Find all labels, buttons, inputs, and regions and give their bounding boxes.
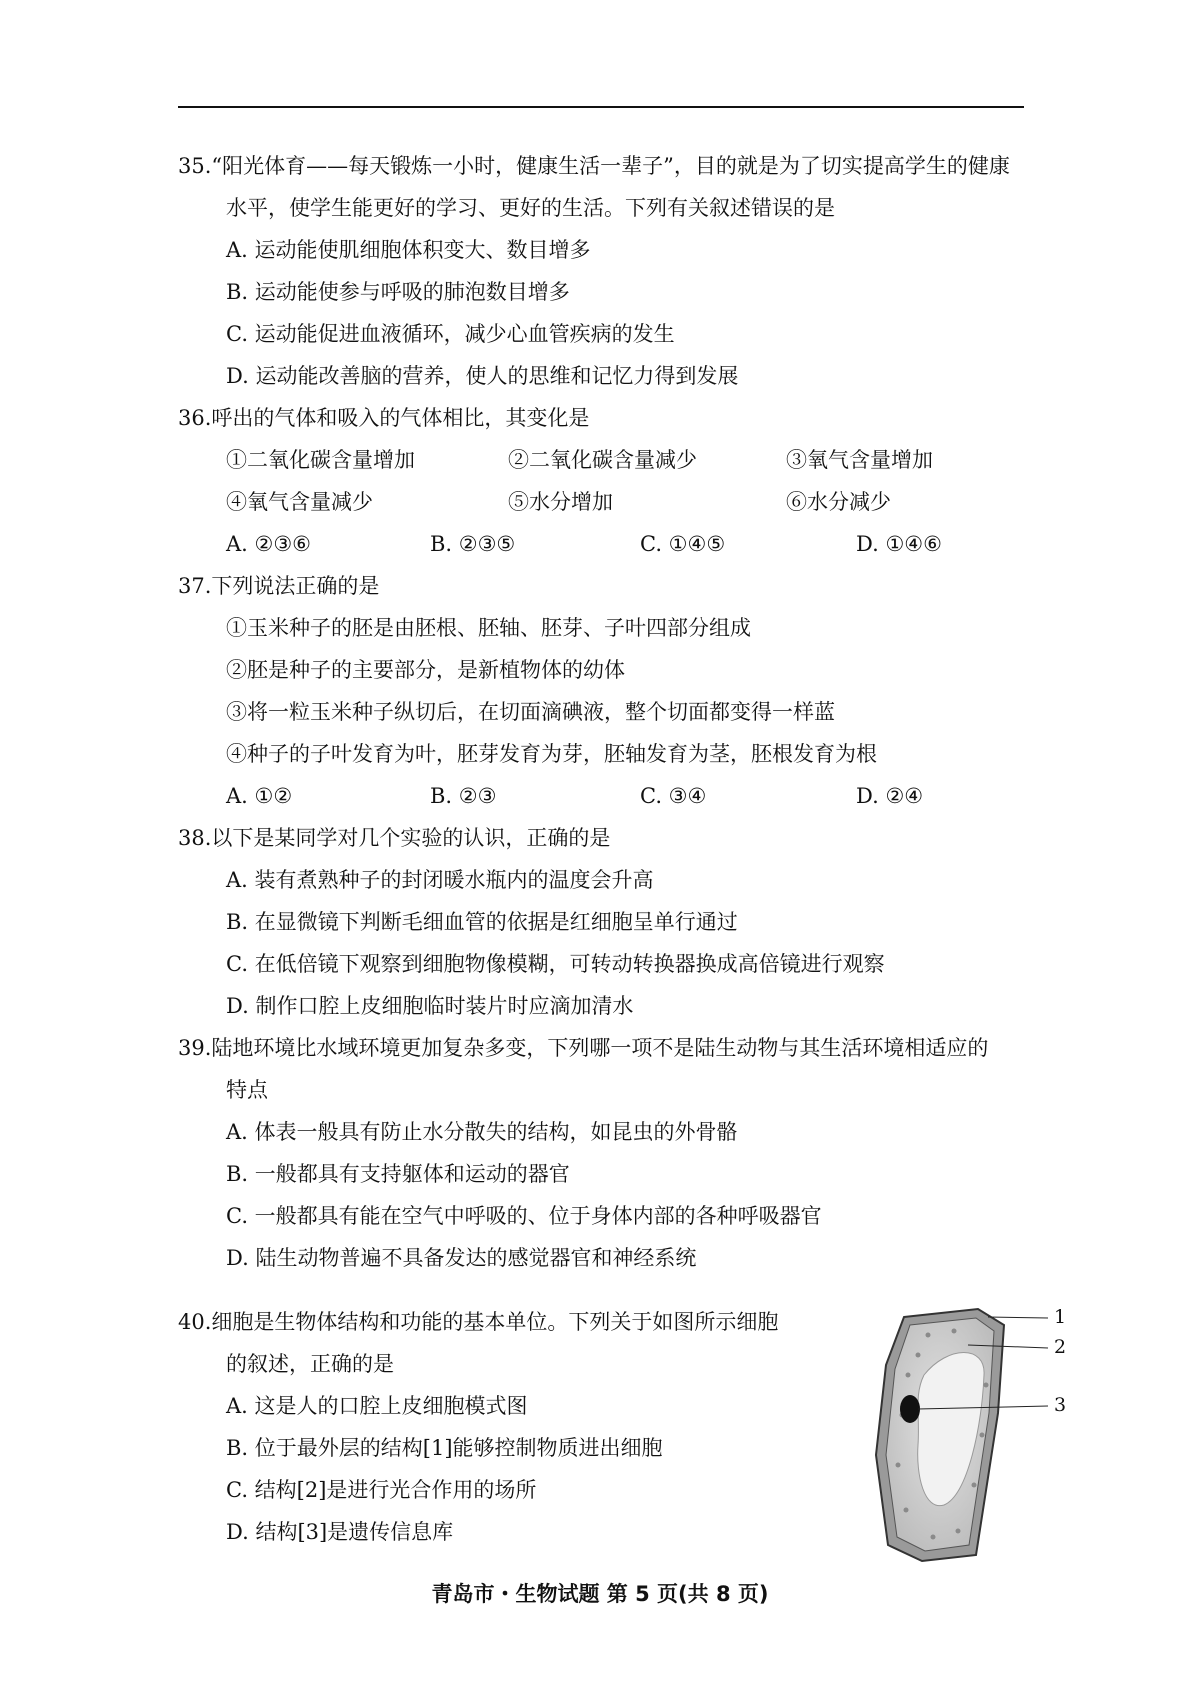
header-rule [178,106,1024,108]
q36-item-1: ①二氧化碳含量增加 [226,448,415,472]
q39-option-a: A. 体表一般具有防止水分散失的结构，如昆虫的外骨骼 [226,1120,738,1144]
q38-option-c: C. 在低倍镜下观察到细胞物像模糊，可转动转换器换成高倍镜进行观察 [226,952,885,976]
q35-option-d: D. 运动能改善脑的营养，使人的思维和记忆力得到发展 [226,364,739,388]
q38-option-b: B. 在显微镜下判断毛细血管的依据是红细胞呈单行通过 [226,910,738,934]
q38-option-a: A. 装有煮熟种子的封闭暖水瓶内的温度会升高 [226,868,654,892]
q37-option-b: B. ②③ [430,784,497,808]
q38-option-d: D. 制作口腔上皮细胞临时装片时应滴加清水 [226,994,634,1018]
figure-label-1: 1 [1054,1306,1067,1328]
q36-item-4: ④氧气含量减少 [226,490,373,514]
q37-stem: 37.下列说法正确的是 [178,574,380,598]
plant-cell-diagram [858,1305,1078,1565]
q36-item-3: ③氧气含量增加 [786,448,933,472]
q36-stem: 36.呼出的气体和吸入的气体相比，其变化是 [178,406,590,430]
nucleus [900,1395,920,1423]
q35-option-a: A. 运动能使肌细胞体积变大、数目增多 [226,238,591,262]
figure-label-2: 2 [1054,1336,1067,1358]
q37-item-1: ①玉米种子的胚是由胚根、胚轴、胚芽、子叶四部分组成 [226,616,751,640]
q37-item-4: ④种子的子叶发育为叶，胚芽发育为芽，胚轴发育为茎，胚根发育为根 [226,742,877,766]
q40-option-c: C. 结构[2]是进行光合作用的场所 [226,1478,537,1502]
q40-option-d: D. 结构[3]是遗传信息库 [226,1520,454,1544]
q40-option-b: B. 位于最外层的结构[1]能够控制物质进出细胞 [226,1436,663,1460]
q37-item-3: ③将一粒玉米种子纵切后，在切面滴碘液，整个切面都变得一样蓝 [226,700,835,724]
q35-option-b: B. 运动能使参与呼吸的肺泡数目增多 [226,280,570,304]
plant-cell-figure [858,1305,1078,1565]
q37-option-c: C. ③④ [640,784,707,808]
q40-stem-line2: 的叙述，正确的是 [226,1352,394,1376]
q35-option-c: C. 运动能促进血液循环，减少心血管疾病的发生 [226,322,675,346]
q40-option-a: A. 这是人的口腔上皮细胞模式图 [226,1394,528,1418]
q35-stem-line1: 35.“阳光体育——每天锻炼一小时，健康生活一辈子”，目的就是为了切实提高学生的健康 [178,154,1010,178]
q35-stem-line2: 水平，使学生能更好的学习、更好的生活。下列有关叙述错误的是 [226,196,835,220]
q39-option-c: C. 一般都具有能在空气中呼吸的、位于身体内部的各种呼吸器官 [226,1204,822,1228]
figure-label-3: 3 [1054,1394,1067,1416]
q37-item-2: ②胚是种子的主要部分，是新植物体的幼体 [226,658,625,682]
q39-stem-line1: 39.陆地环境比水域环境更加复杂多变，下列哪一项不是陆生动物与其生活环境相适应的 [178,1036,989,1060]
q39-stem-line2: 特点 [226,1078,268,1102]
q36-option-c: C. ①④⑤ [640,532,726,556]
q36-item-2: ②二氧化碳含量减少 [508,448,697,472]
q37-option-d: D. ②④ [856,784,924,808]
q36-option-a: A. ②③⑥ [226,532,311,556]
q38-stem: 38.以下是某同学对几个实验的认识，正确的是 [178,826,611,850]
q36-item-6: ⑥水分减少 [786,490,891,514]
q37-option-a: A. ①② [226,784,293,808]
q36-option-d: D. ①④⑥ [856,532,942,556]
leader-line-1 [988,1317,1048,1318]
q39-option-b: B. 一般都具有支持躯体和运动的器官 [226,1162,570,1186]
q39-option-d: D. 陆生动物普遍不具备发达的感觉器官和神经系统 [226,1246,697,1270]
q36-option-b: B. ②③⑤ [430,532,516,556]
q40-stem-line1: 40.细胞是生物体结构和功能的基本单位。下列关于如图所示细胞 [178,1310,779,1334]
q36-item-5: ⑤水分增加 [508,490,613,514]
page-footer: 青岛市・生物试题 第 5 页(共 8 页) [431,1582,769,1606]
